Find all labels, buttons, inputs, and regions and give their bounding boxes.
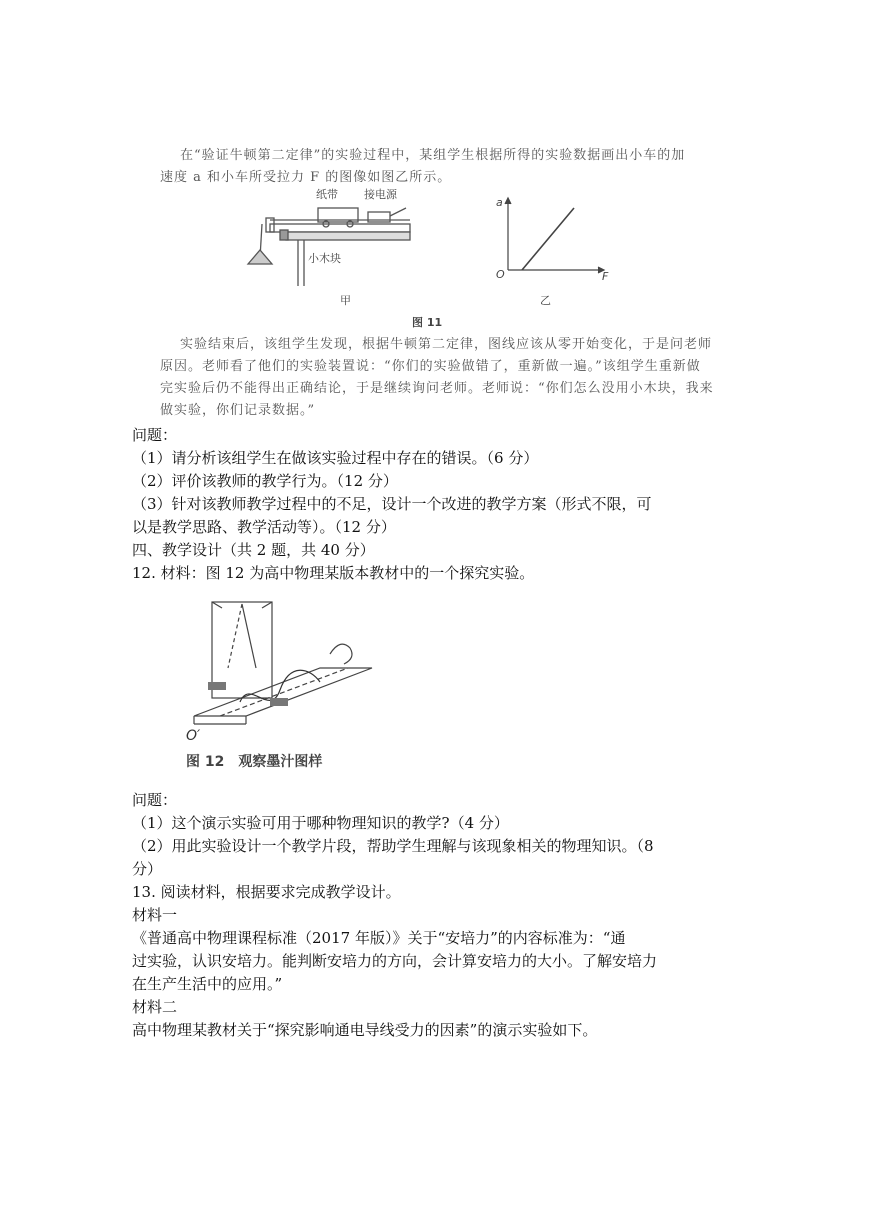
scan-line: 速度 a 和小车所受拉力 F 的图像如图乙所示。 [160,170,452,185]
section-heading: 四、教学设计（共 2 题，共 40 分） [132,541,375,559]
question-12: 12. 材料：图 12 为高中物理某版本教材中的一个探究实验。 [132,564,535,582]
sublabel-left: 甲 [340,294,351,307]
sublabel-right: 乙 [540,294,551,307]
label-tape: 纸带 [316,188,338,201]
label-power: 接电源 [364,188,397,201]
question-item: （1）请分析该组学生在做该实验过程中存在的错误。（6 分） [132,449,539,467]
a-f-graph [505,198,604,273]
label-o-prime: O′ [186,728,201,744]
figure-12-caption: 图 12 观察墨汁图样 [186,754,323,770]
figure-11-drawing [236,186,626,332]
label-block: 小木块 [308,252,341,265]
figure-12-drawing [180,598,380,776]
question-item-continued: 分） [132,860,163,878]
question-item: （3）针对该教师教学过程中的不足，设计一个改进的教学方案（形式不限，可 [132,495,652,513]
graph-origin: O [496,268,505,281]
material-text: 在生产生活中的应用。” [132,975,283,993]
material-text: 高中物理某教材关于“探究影响通电导线受力的因素”的演示实验如下。 [132,1021,598,1039]
figure-12 [180,598,380,776]
figure-11 [236,186,626,332]
material-heading: 材料二 [132,998,178,1016]
question-item: （2）用此实验设计一个教学片段，帮助学生理解与该现象相关的物理知识。（8 [132,837,654,855]
questions-heading: 问题： [132,791,178,809]
question-13: 13. 阅读材料，根据要求完成教学设计。 [132,883,401,901]
support-block [208,682,226,690]
graph-axis-a: a [496,196,503,209]
scan-line: 完实验后仍不能得出正确结论，于是继续询问老师。老师说：“你们怎么没用小木块，我来 [160,381,714,396]
graph-axis-f: F [602,270,609,283]
support-block [270,698,288,706]
material-text: 《普通高中物理课程标准（2017 年版）》关于“安培力”的内容标准为：“通 [132,929,626,947]
material-heading: 材料一 [132,906,178,924]
material-text: 过实验，认识安培力。能判断安培力的方向，会计算安培力的大小。了解安培力 [132,952,658,970]
scan-line: 在“验证牛顿第二定律”的实验过程中，某组学生根据所得的实验数据画出小车的加 [180,148,686,163]
question-item-continued: 以是教学思路、教学活动等）。（12 分） [132,518,396,536]
scan-line: 实验结束后，该组学生发现，根据牛顿第二定律，图线应该从零开始变化，于是问老师 [180,337,713,352]
scan-line: 原因。老师看了他们的实验装置说：“你们的实验做错了，重新做一遍。”该组学生重新做 [160,359,701,374]
questions-heading: 问题： [132,426,178,444]
question-item: （2）评价该教师的教学行为。（12 分） [132,472,398,490]
cart-apparatus [248,208,410,286]
scan-line: 做实验，你们记录数据。” [160,403,316,418]
figure-caption: 图 11 [412,316,443,329]
question-item: （1）这个演示实验可用于哪种物理知识的教学?（4 分） [132,814,509,832]
